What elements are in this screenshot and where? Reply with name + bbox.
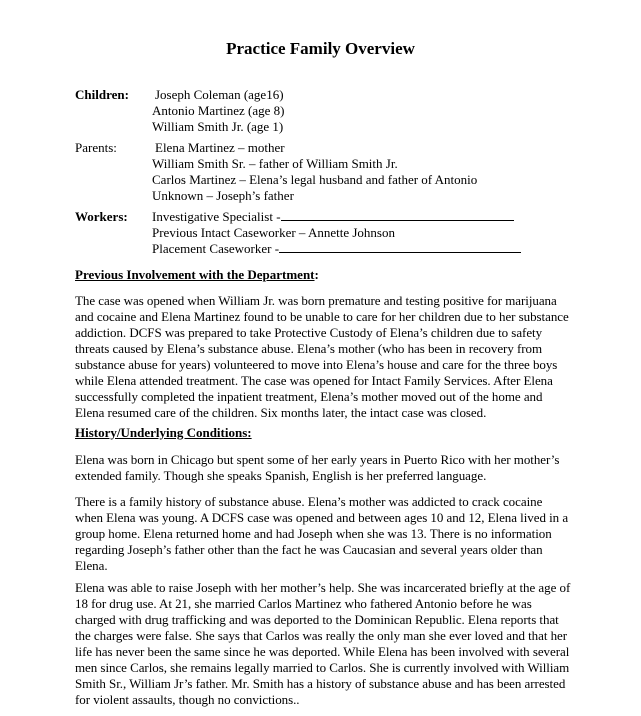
child-entry: Joseph Coleman (age16) xyxy=(155,87,284,102)
history-paragraph-3: Elena was able to raise Joseph with her mother’s help. She was incarcerated briefly at the age of 18 for drug use. At 21, she married Carlos Martinez who fathered Antonio before he was charged with drug trafficking and was deported to the Dominican Republic. Elena reports that the charges were false. She says that Carlos was really the only man she ever loved and that her life has never been the same since he was deported. While Elena has been involved with several men since Carlos, she remains legally married to Carlos. She is currently involved with William Smith Sr., William Jr’s father. Mr. Smith has a history of substance abuse and has been arrested for violent assaults, though no convictions.. xyxy=(75,580,571,707)
parent-entry: William Smith Sr. – father of William Smith Jr. xyxy=(152,156,398,171)
history-paragraph-2: There is a family history of substance abuse. Elena’s mother was addicted to crack cocaine when Elena was young. A DCFS case was opened and between ages 10 and 12, Elena lived in a group home. Elena returned home and had Joseph when she was 13. There is no information regarding Joseph’s father other than the fact he was Caucasian and several years older than Elena. xyxy=(75,494,569,573)
worker-entry-intact: Previous Intact Caseworker – Annette Johnson xyxy=(152,225,395,240)
blank-line xyxy=(279,241,521,253)
parent-entry: Elena Martinez – mother xyxy=(155,140,285,155)
document-title: Practice Family Overview xyxy=(226,39,415,58)
children-list xyxy=(152,87,285,135)
workers-list xyxy=(152,209,521,257)
child-entry: William Smith Jr. (age 1) xyxy=(152,119,284,134)
blank-line xyxy=(281,209,514,221)
parents-label: Parents: xyxy=(75,140,117,155)
previous-involvement-paragraph: The case was opened when William Jr. was born premature and testing positive for marijuana and cocaine and Elena Martinez found to be unable to care for her children due to her substance addiction. DCFS was prepared to take Protective Custody of Elena’s children due to safety threats caused by Elena’s substance abuse. Elena’s mother (who has been in recovery from substance abuse for years) volunteered to move into Elena’s house and care for the three boys while Elena attended treatment. The case was opened for Intact Family Services. After Elena successfully completed the inpatient treatment, Elena’s mother moved out of the home and Elena resumed care of the children. Six months later, the intact case was closed. xyxy=(75,293,569,420)
workers-label: Workers: xyxy=(75,209,128,224)
worker-entry-investigative: Investigative Specialist - xyxy=(152,209,521,225)
parents-list xyxy=(152,140,478,204)
history-paragraph-1: Elena was born in Chicago but spent some of her early years in Puerto Rico with her mother’s extended family. Though she speaks Spanish, English is her preferred language. xyxy=(75,452,560,483)
child-entry: Antonio Martinez (age 8) xyxy=(152,103,285,118)
children-label: Children: xyxy=(75,87,129,102)
worker-entry-placement: Placement Caseworker - xyxy=(152,241,521,257)
parent-entry: Unknown – Joseph’s father xyxy=(152,188,294,203)
history-heading: History/Underlying Conditions: xyxy=(75,425,252,440)
previous-involvement-heading: Previous Involvement with the Department: xyxy=(75,267,319,282)
parent-entry: Carlos Martinez – Elena’s legal husband and father of Antonio xyxy=(152,172,478,187)
